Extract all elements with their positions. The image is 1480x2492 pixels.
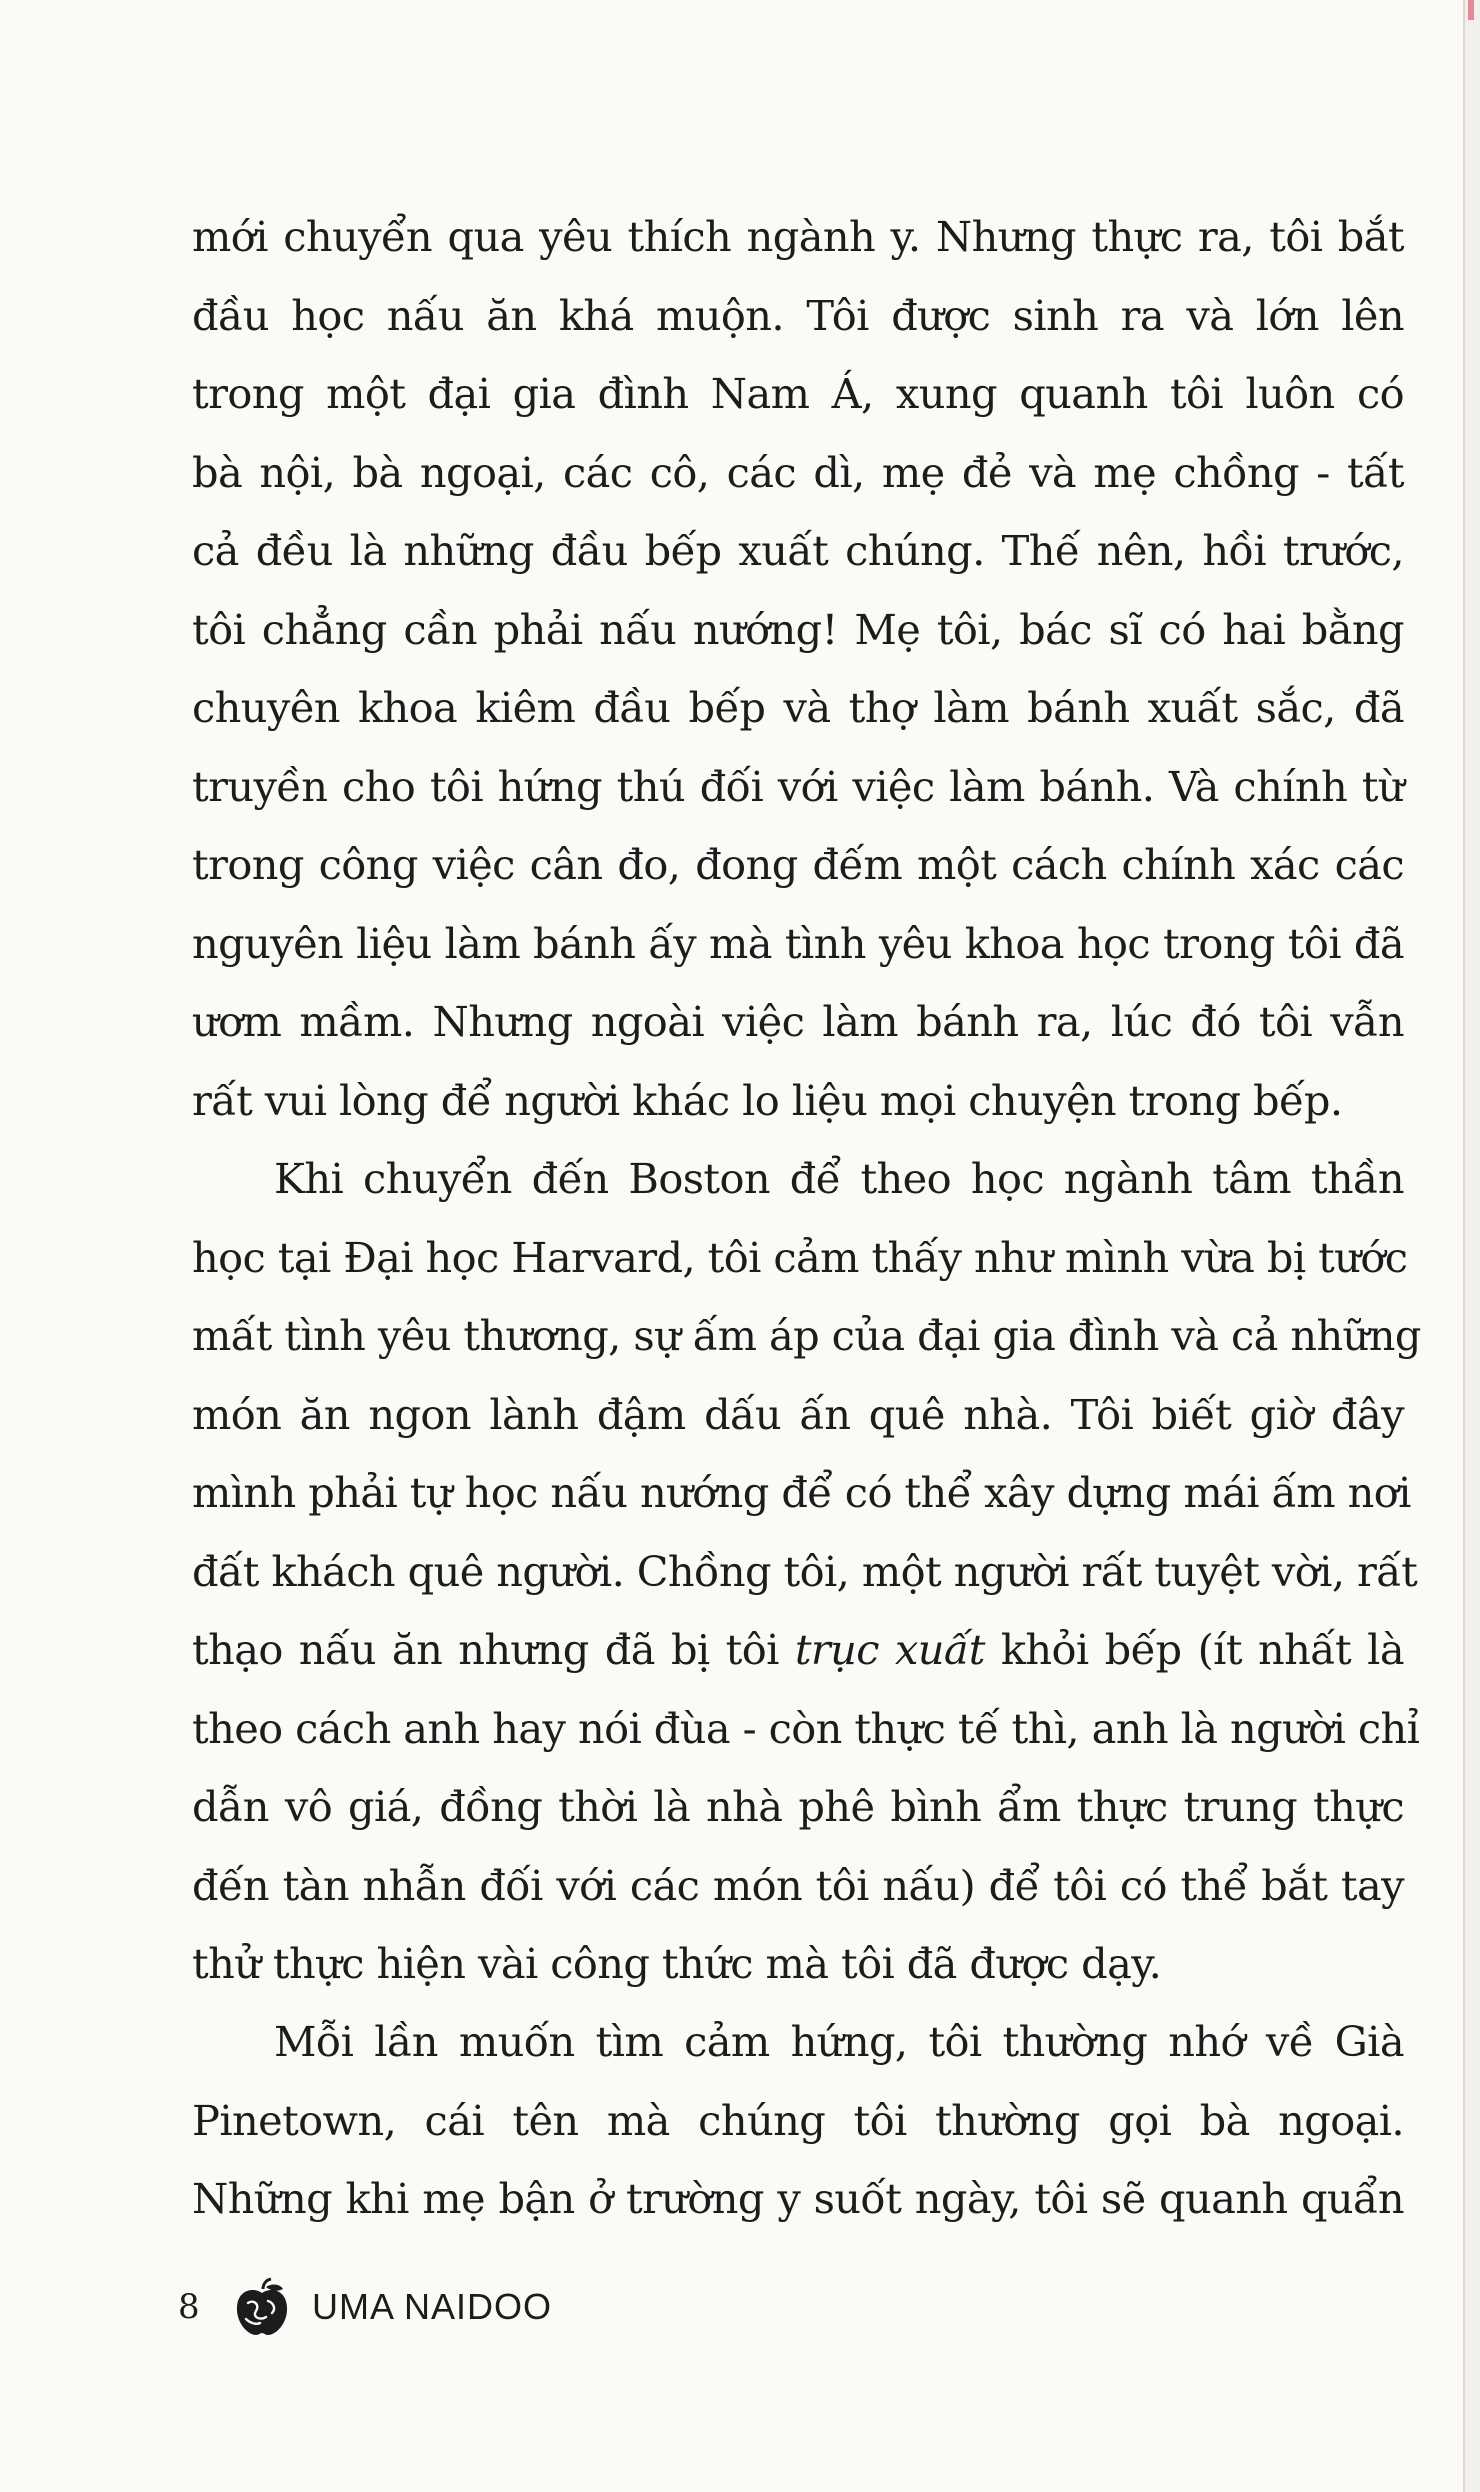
text-line: bà nội, bà ngoại, các cô, các dì, mẹ đẻ và mẹ chồng - tất (192, 447, 1404, 497)
line-segment: khỏi bếp (ít nhất là (984, 1625, 1404, 1674)
text-line (192, 1611, 1404, 1690)
text-line: dẫn vô giá, đồng thời là nhà phê bình ẩm thực trung thực (192, 1782, 1404, 1831)
text-line: rất vui lòng để người khác lo liệu mọi chuyện trong bếp. (192, 1075, 1343, 1125)
text-line: đến tàn nhẫn đối với các món tôi nấu) để tôi có thể bắt tay (192, 1860, 1404, 1910)
text-line: món ăn ngon lành đậm dấu ấn quê nhà. Tôi biết giờ đây (192, 1389, 1404, 1439)
emphasis-text: trục xuất (794, 1625, 985, 1674)
text-line: Pinetown, cái tên mà chúng tôi thường gọi bà ngoại. (192, 2095, 1404, 2145)
line-segment: thạo nấu ăn nhưng đã bị tôi (192, 1625, 795, 1674)
author-name: UMA NAIDOO (312, 2286, 553, 2327)
text-line: đầu học nấu ăn khá muộn. Tôi được sinh ra và lớn lên (192, 290, 1404, 340)
text-line: chuyên khoa kiêm đầu bếp và thợ làm bánh xuất sắc, đã (192, 683, 1404, 732)
text-line: nguyên liệu làm bánh ấy mà tình yêu khoa học trong tôi đã (192, 918, 1404, 968)
text-line: trong công việc cân đo, đong đếm một cách chính xác các (192, 840, 1404, 889)
text-line: mất tình yêu thương, sự ấm áp của đại gia đình và cả những (192, 1311, 1421, 1360)
paragraph-3 (192, 2003, 1404, 2239)
text-line: học tại Đại học Harvard, tôi cảm thấy như mình vừa bị tước (192, 1232, 1408, 1282)
page-edge (1463, 0, 1480, 2492)
text-line: cả đều là những đầu bếp xuất chúng. Thế nên, hồi trước, (192, 526, 1404, 575)
page-footer (178, 2272, 552, 2342)
text-line: thử thực hiện vài công thức mà tôi đã được dạy. (192, 1939, 1162, 1988)
text-line: trong một đại gia đình Nam Á, xung quanh tôi luôn có (192, 369, 1404, 418)
page-number: 8 (178, 2287, 200, 2327)
text-line: tôi chẳng cần phải nấu nướng! Mẹ tôi, bác sĩ có hai bằng (192, 604, 1404, 654)
paragraph-1 (192, 198, 1404, 1140)
text-line: mới chuyển qua yêu thích ngành y. Nhưng thực ra, tôi bắt (192, 212, 1404, 261)
text-line: mình phải tự học nấu nướng để có thể xây dựng mái ấm nơi (192, 1468, 1411, 1517)
text-line: truyền cho tôi hứng thú đối với việc làm bánh. Và chính từ (192, 761, 1404, 811)
text-line: ươm mầm. Nhưng ngoài việc làm bánh ra, lúc đó tôi vẫn (192, 997, 1404, 1046)
page-edge-mark (1468, 0, 1474, 20)
text-line: đất khách quê người. Chồng tôi, một người rất tuyệt vời, rất (192, 1546, 1418, 1596)
text-line: theo cách anh hay nói đùa - còn thực tế thì, anh là người chỉ (192, 1703, 1420, 1753)
text-line: Những khi mẹ bận ở trường y suốt ngày, tôi sẽ quanh quẩn (192, 2174, 1404, 2223)
apple-logo-icon (230, 2275, 294, 2339)
text-line: Mỗi lần muốn tìm cảm hứng, tôi thường nhớ về Già (274, 2017, 1404, 2066)
text-line: Khi chuyển đến Boston để theo học ngành tâm thần (274, 1154, 1404, 1203)
paragraph-2 (192, 1140, 1421, 2004)
